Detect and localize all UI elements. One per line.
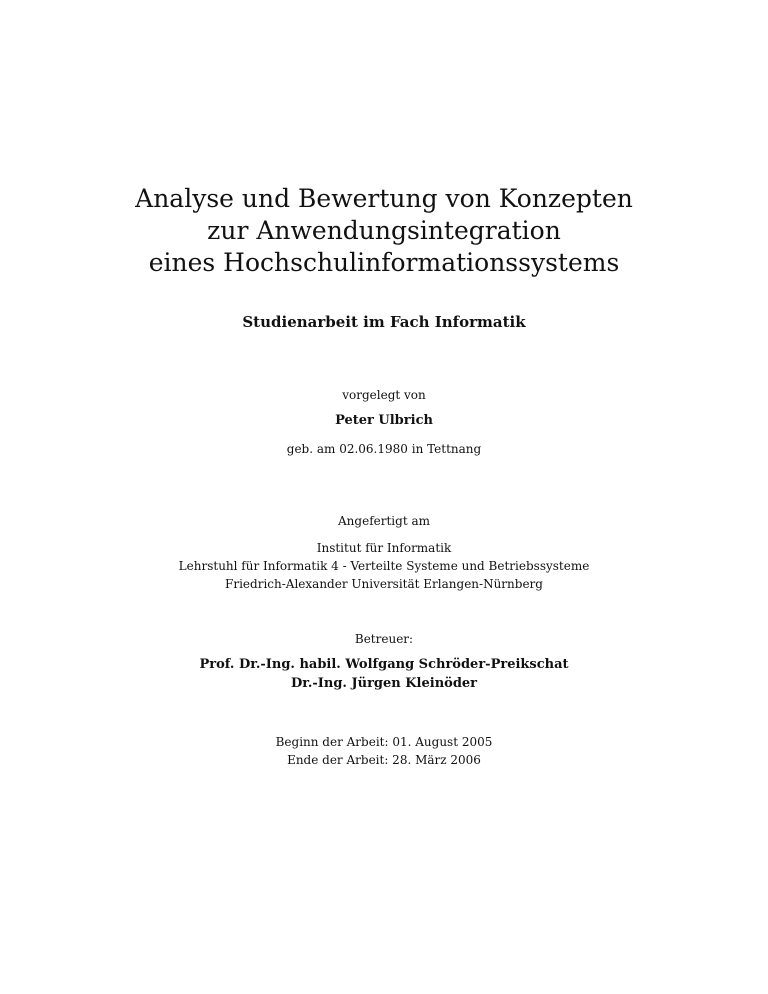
title-line-1: Analyse und Bewertung von Konzepten [135, 184, 633, 213]
supervisor-1: Prof. Dr.-Ing. habil. Wolfgang Schröder-Preikschat [199, 657, 569, 672]
university-name: Friedrich-Alexander Universität Erlangen-Nürnberg [225, 577, 543, 591]
prepared-at-label: Angefertigt am [338, 514, 430, 528]
author-birth: geb. am 02.06.1980 in Tettnang [286, 442, 482, 456]
title-line-2: zur Anwendungsintegration [207, 216, 561, 245]
title-line-3: eines Hochschulinformationssystems [148, 248, 620, 277]
chair-name: Lehrstuhl für Informatik 4 - Verteilte Systeme und Betriebssysteme [178, 559, 590, 573]
subtitle: Studienarbeit im Fach Informatik [242, 313, 526, 331]
end-date: Ende der Arbeit: 28. März 2006 [287, 753, 481, 767]
institute-name: Institut für Informatik [316, 541, 452, 555]
supervisor-label: Betreuer: [354, 632, 414, 646]
begin-date: Beginn der Arbeit: 01. August 2005 [275, 735, 493, 749]
supervisor-2: Dr.-Ing. Jürgen Kleinöder [290, 676, 478, 691]
author-name: Peter Ulbrich [335, 413, 433, 428]
presented-by-label: vorgelegt von [342, 388, 426, 402]
